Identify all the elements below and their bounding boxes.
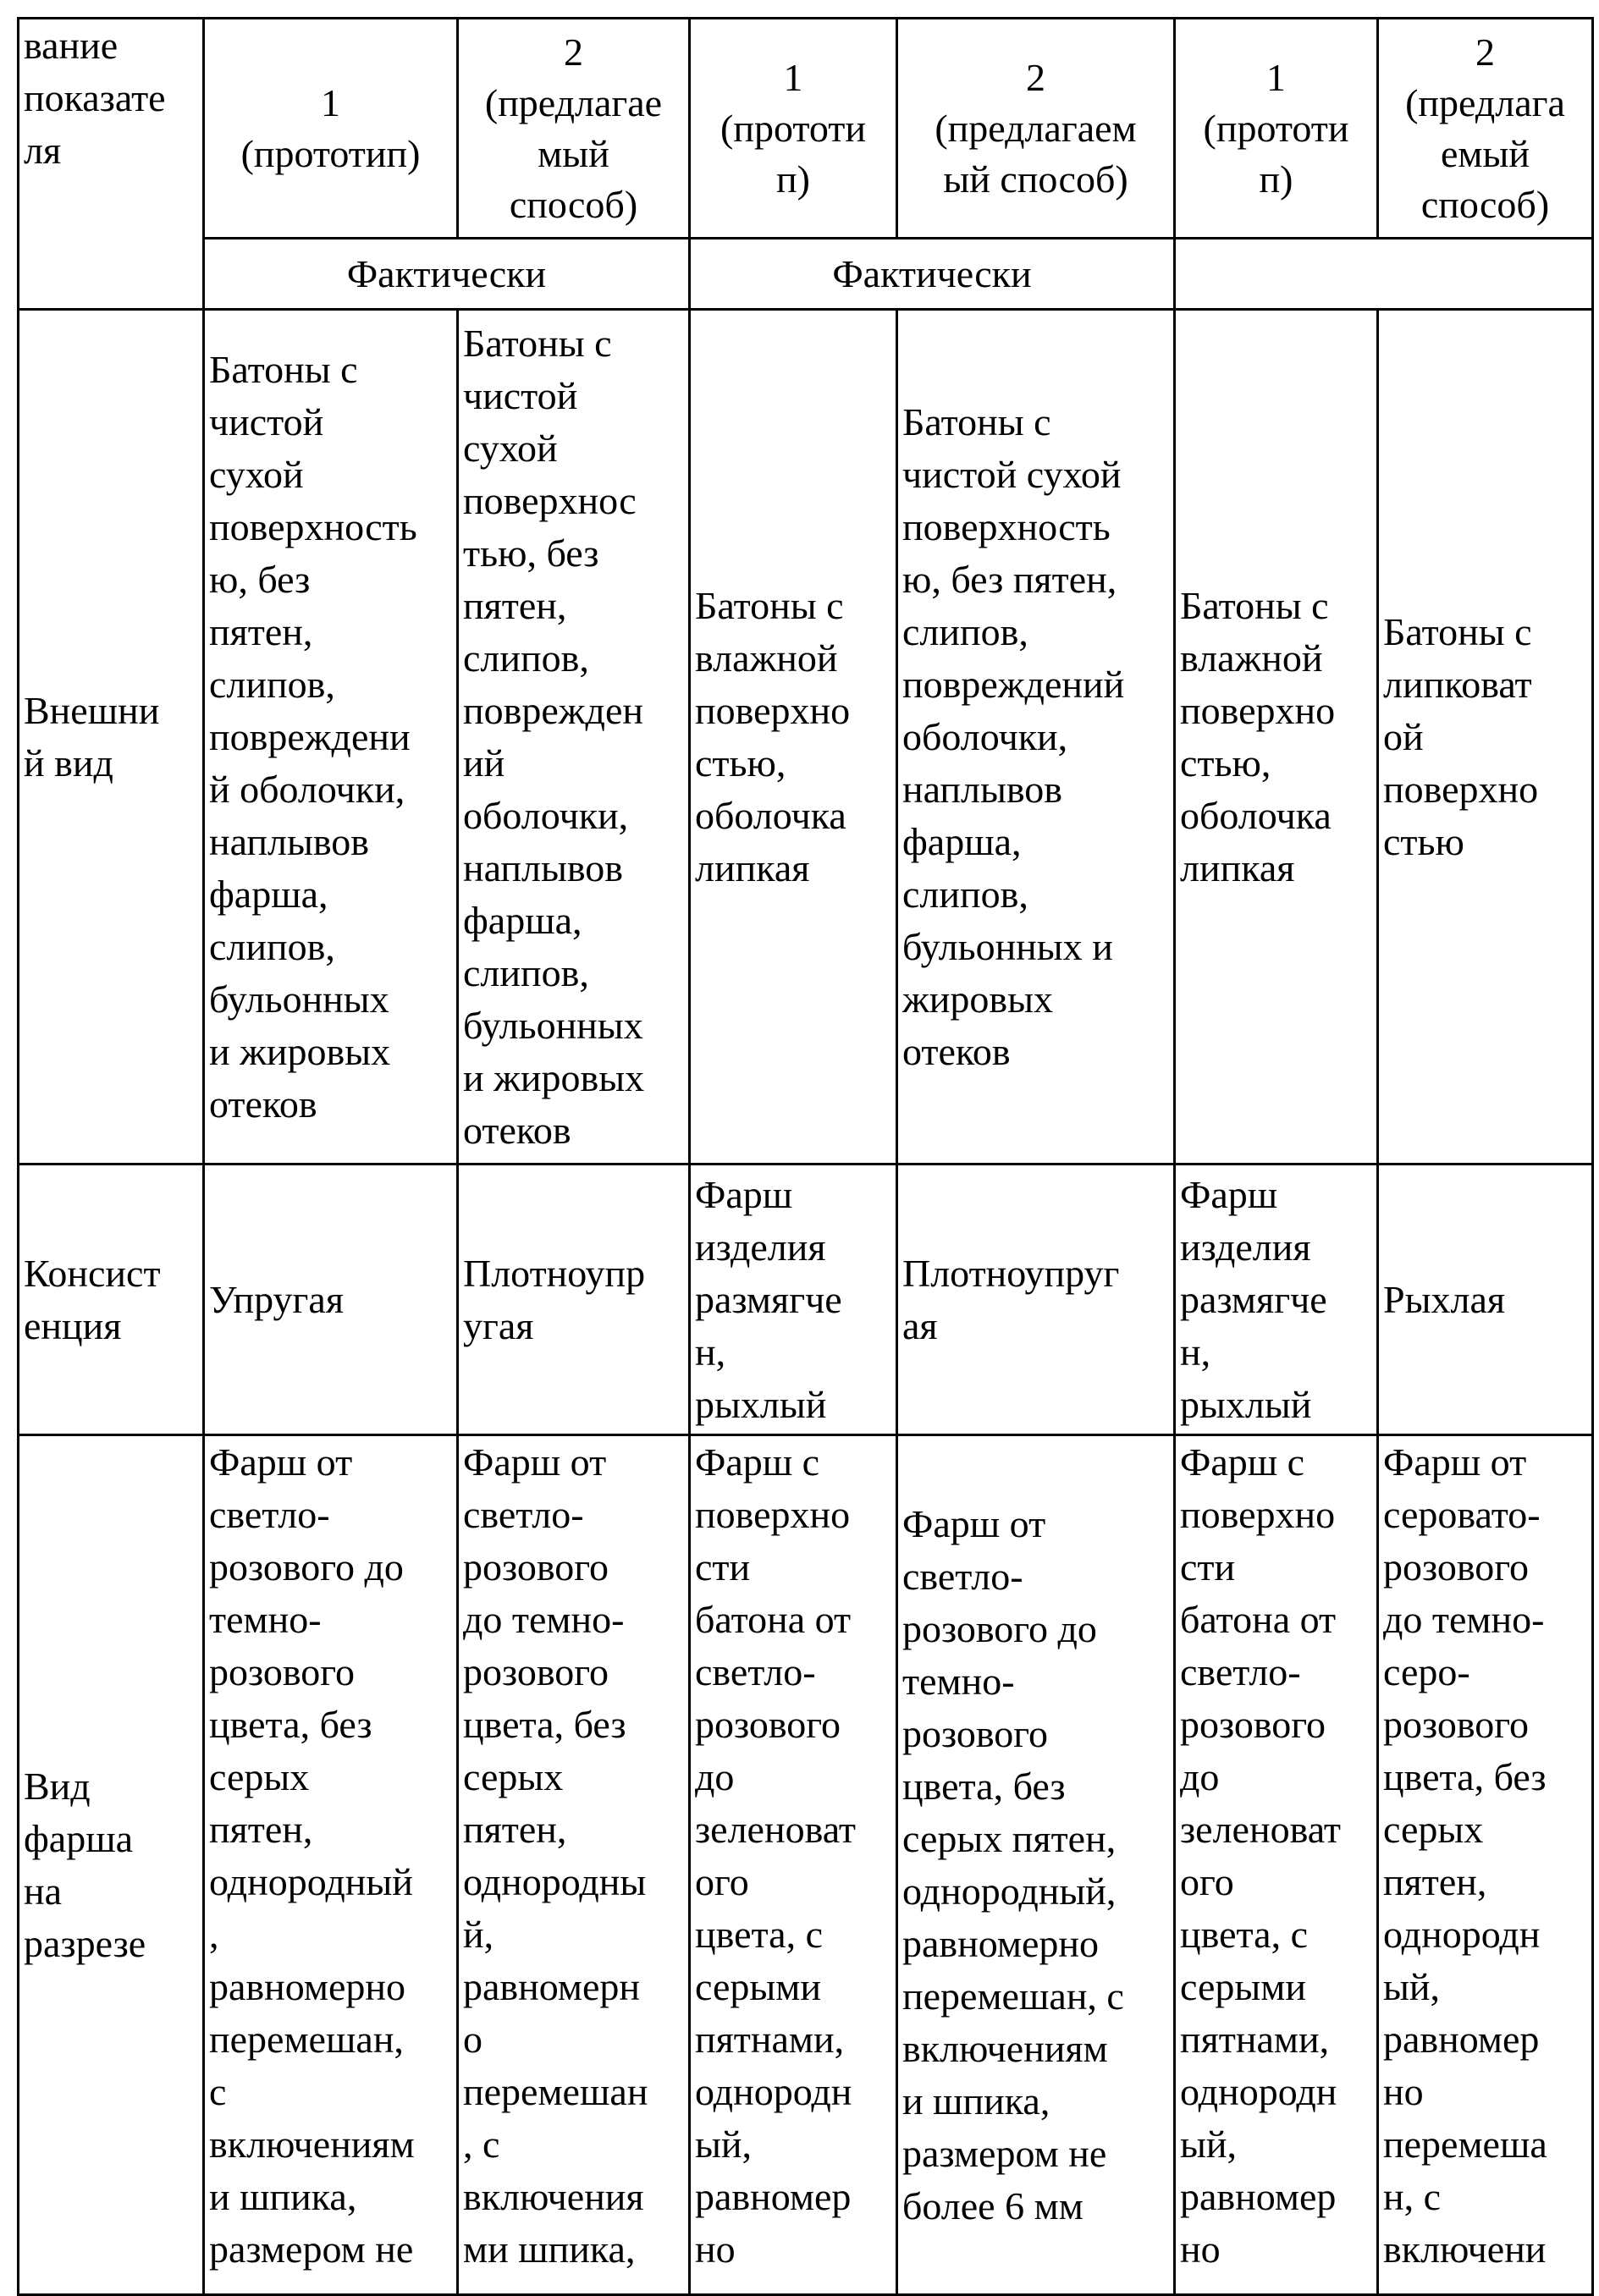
table-cell: Фарш от светло- розового до темно- розового цвета, без серых пятен, однородный , равномерно перемешан, с включениям и шпика, размером не (204, 1435, 458, 2295)
group-label-2: Фактически (690, 239, 1175, 310)
table-cell: Батоны с влажной поверхно стью, оболочка липкая (1175, 310, 1378, 1165)
column-header-6: 2 (предлага емый способ) (1378, 19, 1593, 239)
table-cell: Фарш от светло- розового до темно- розового цвета, без серых пятен, однородный, равномерно перемешан, с включениям и шпика, размером не более 6 мм (897, 1435, 1175, 2295)
document-page (17, 17, 1591, 2293)
table-cell: Упругая (204, 1165, 458, 1435)
table-subheader-row (19, 239, 1593, 310)
column-header-2: 2 (предлагае мый способ) (458, 19, 690, 239)
table-cell: Фарш изделия размягче н, рыхлый (1175, 1165, 1378, 1435)
table-cell: Плотноупр угая (458, 1165, 690, 1435)
indicator-name-header: вание показате ля (19, 19, 204, 310)
column-header-1: 1 (прототип) (204, 19, 458, 239)
group-label-1: Фактически (204, 239, 690, 310)
table-cell: Батоны с влажной поверхно стью, оболочка липкая (690, 310, 897, 1165)
column-header-3: 1 (прототи п) (690, 19, 897, 239)
indicators-table (17, 17, 1594, 2296)
column-header-5: 1 (прототи п) (1175, 19, 1378, 239)
table-cell: Батоны с чистой сухой поверхность ю, без пятен, слипов, повреждени й оболочки, наплывов фарша, слипов, бульонных и жировых отеков (204, 310, 458, 1165)
table-cell: Фарш изделия размягче н, рыхлый (690, 1165, 897, 1435)
table-cell: Фарш от светло- розового до темно- розового цвета, без серых пятен, однородны й, равномерн о перемешан , с включения ми шпика, (458, 1435, 690, 2295)
group-label-3 (1175, 239, 1593, 310)
table-cell: Батоны с липковат ой поверхно стью (1378, 310, 1593, 1165)
table-header-row (19, 19, 1593, 239)
table-row-cut-view (19, 1435, 1593, 2295)
table-row-consistency (19, 1165, 1593, 1435)
table-cell: Батоны с чистой сухой поверхность ю, без пятен, слипов, повреждений оболочки, наплывов фарша, слипов, бульонных и жировых отеков (897, 310, 1175, 1165)
table-cell: Батоны с чистой сухой поверхнос тью, без пятен, слипов, поврежден ий оболочки, наплывов фарша, слипов, бульонных и жировых отеков (458, 310, 690, 1165)
table-cell: Фарш с поверхно сти батона от светло- розового до зеленоват ого цвета, с серыми пятнами, однородн ый, равномер но (1175, 1435, 1378, 2295)
table-row-appearance (19, 310, 1593, 1165)
column-header-4: 2 (предлагаем ый способ) (897, 19, 1175, 239)
table-cell: Фарш от серовато- розового до темно- серо- розового цвета, без серых пятен, однородн ый, равномер но перемеша н, с включени (1378, 1435, 1593, 2295)
table-cell: Плотноупруг ая (897, 1165, 1175, 1435)
row-label-appearance: Внешни й вид (19, 310, 204, 1165)
row-label-cut-view: Вид фарша на разрезе (19, 1435, 204, 2295)
table-cell: Фарш с поверхно сти батона от светло- розового до зеленоват ого цвета, с серыми пятнами, однородн ый, равномер но (690, 1435, 897, 2295)
row-label-consistency: Консист енция (19, 1165, 204, 1435)
table-cell: Рыхлая (1378, 1165, 1593, 1435)
